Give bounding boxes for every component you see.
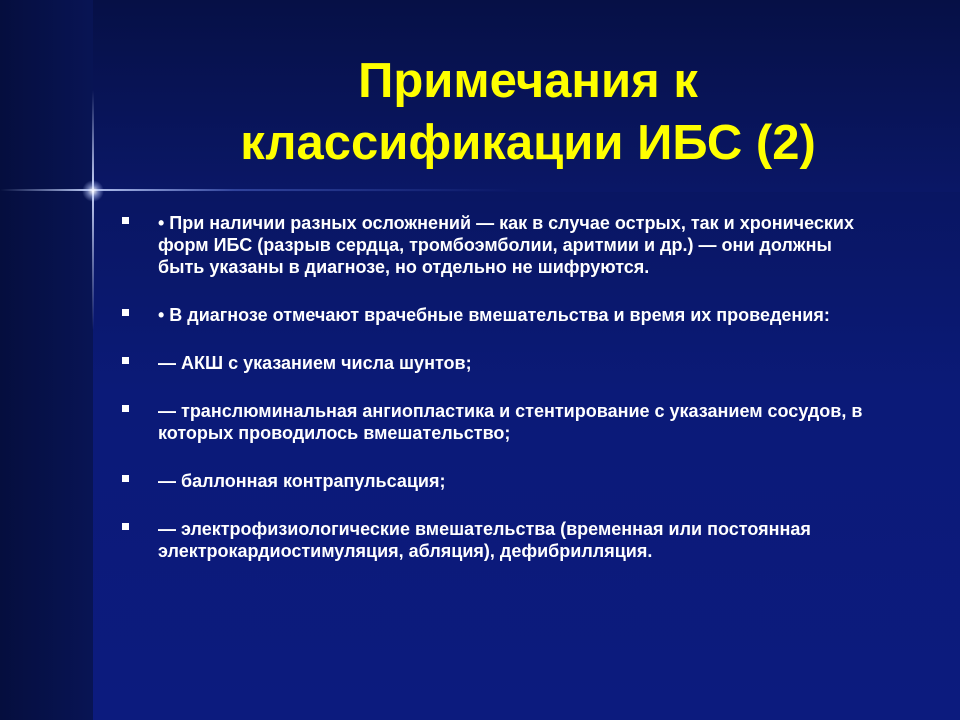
square-bullet-icon [122, 357, 129, 364]
bullet-text: — электрофизиологические вмешательства (временная или постоянная электрокардиостимуляция, абляция), дефибрилляция. [158, 519, 811, 561]
bullet-item-1 [118, 212, 878, 278]
sparkle-vertical-ray [92, 90, 94, 330]
sparkle-horizontal-ray [0, 189, 520, 191]
square-bullet-icon [122, 523, 129, 530]
slide-title-line-2: классификации ИБС (2) [240, 116, 816, 170]
square-bullet-icon [122, 217, 129, 224]
square-bullet-icon [122, 475, 129, 482]
bullet-text: • При наличии разных осложнений — как в случае острых, так и хронических форм ИБС (разрыв сердца, тромбоэмболии, аритмии и др.) — они должны быть указаны в диагнозе, но отдельно не шифруются. [158, 213, 854, 277]
slide-title-line-1: Примечания к [358, 54, 698, 108]
bullet-item-3 [118, 352, 878, 374]
slide-title [96, 50, 960, 174]
bullet-item-2 [118, 304, 878, 326]
bullet-text: — транслюминальная ангиопластика и стентирование с указанием сосудов, в которых проводилось вмешательство; [158, 401, 863, 443]
bullet-item-6 [118, 518, 878, 562]
left-margin-band [0, 0, 93, 720]
bullet-item-5 [118, 470, 878, 492]
bullet-text: — АКШ с указанием числа шунтов; [158, 353, 472, 373]
bullet-item-4 [118, 400, 878, 444]
bullet-text: — баллонная контрапульсация; [158, 471, 446, 491]
bullet-list [118, 212, 878, 588]
square-bullet-icon [122, 405, 129, 412]
bullet-text: • В диагнозе отмечают врачебные вмешательства и время их проведения: [158, 305, 830, 325]
square-bullet-icon [122, 309, 129, 316]
sparkle-star-icon [82, 180, 104, 202]
